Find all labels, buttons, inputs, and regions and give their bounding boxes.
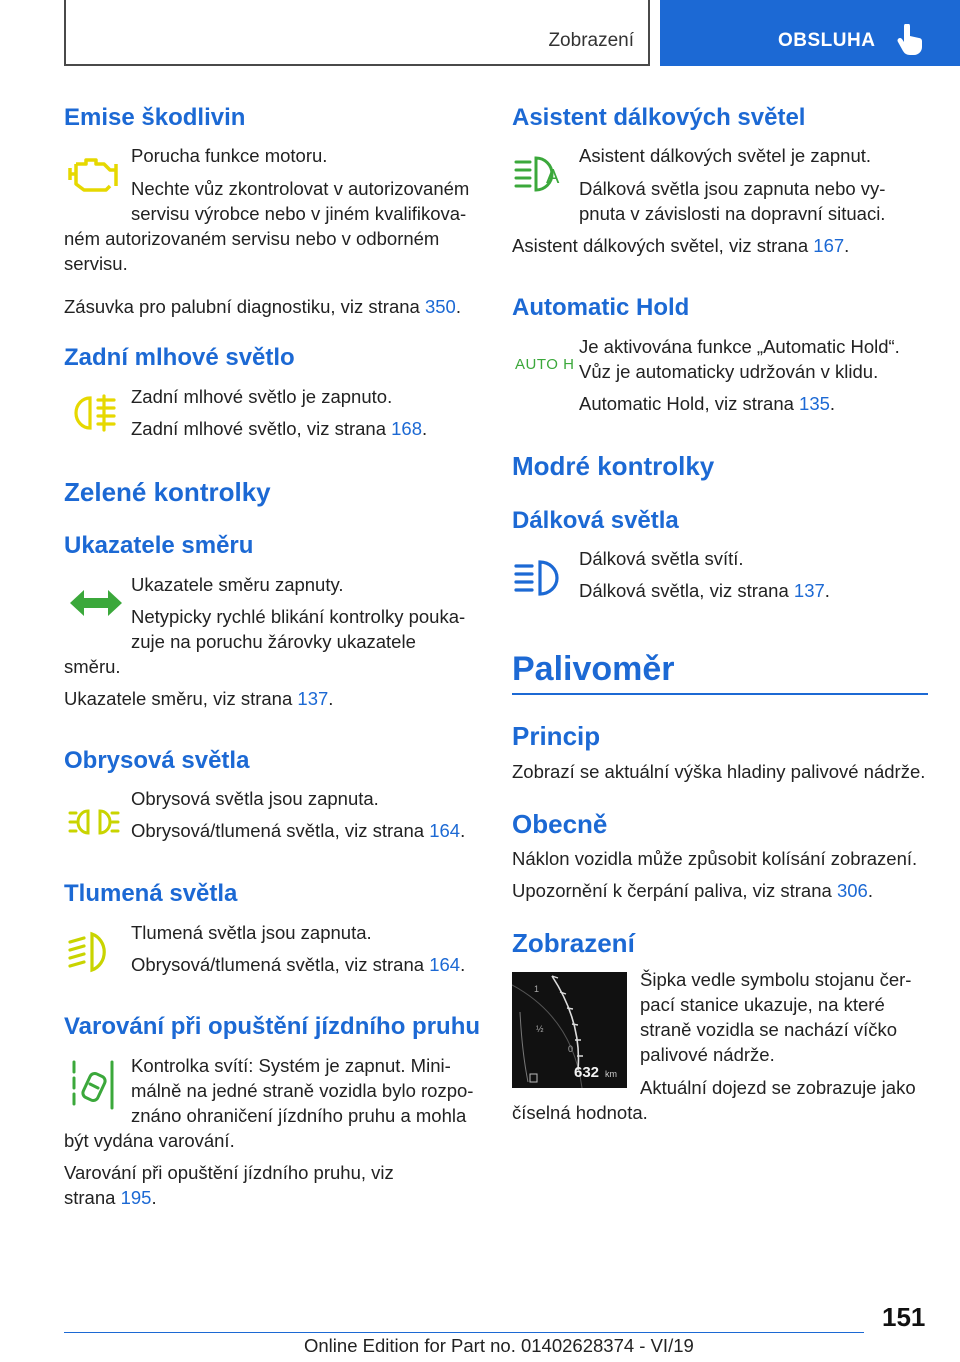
mlhove-line-1: Zadní mlhové světlo je zapnuto.	[131, 386, 393, 407]
princip-line-1: Zobrazí se aktuální výška hladiny palivové nádrže.	[512, 761, 926, 782]
high-beam-assistant-icon	[514, 154, 564, 194]
gauge-tick-full: 1	[534, 984, 540, 994]
smer-line-2: Netypicky rychlé blikání kontrolky pouka‐	[131, 606, 466, 627]
smer-line-4: směru.	[64, 656, 121, 677]
header-chapter-label: OBSLUHA	[778, 30, 876, 51]
hold-line-1: Je aktivována funkce „Automatic Hold“.	[579, 336, 900, 357]
tlumena-page-link[interactable]: 164	[429, 954, 461, 975]
asistent-reference: Asistent dálkových světel, viz strana 167.	[512, 235, 850, 256]
pointing-hand-icon	[896, 24, 924, 56]
fuel-gauge-image	[512, 972, 627, 1088]
smer-reference: Ukazatele směru, viz strana 137.	[64, 688, 334, 709]
pruh-reference: strana 195.	[64, 1187, 157, 1208]
obrysova-reference: Obrysová/tlumená světla, viz strana 164.	[131, 820, 466, 841]
chapter-title-palivomer: Palivoměr	[512, 650, 675, 688]
section-title-pruh: Varování při opuštění jízdního pruhu	[64, 1013, 481, 1040]
mlhove-page-link[interactable]: 168	[391, 418, 423, 439]
section-title-princip: Princip	[512, 721, 601, 751]
obrysova-line-1: Obrysová světla jsou zapnuta.	[131, 788, 379, 809]
low-beam-icon	[68, 930, 120, 974]
dalkova-line-1: Dálková světla svítí.	[579, 548, 744, 569]
hold-page-link[interactable]: 135	[799, 393, 830, 414]
emise-line-3: servisu výrobce nebo v jiném kvalifikova‐	[131, 203, 467, 224]
section-title-zobrazeni: Zobrazení	[512, 928, 635, 958]
zobrazeni-line-5: Aktuální dojezd se zobrazuje jako	[640, 1077, 916, 1098]
zobrazeni-line-1: Šipka vedle symbolu stojanu čer‐	[640, 969, 912, 990]
tlumena-line-1: Tlumená světla jsou zapnuta.	[131, 922, 372, 943]
engine-warning-icon	[68, 156, 124, 192]
asistent-line-1: Asistent dálkových světel je zapnut.	[579, 145, 872, 166]
smer-page-link[interactable]: 137	[297, 688, 329, 709]
emise-line-1: Porucha funkce motoru.	[131, 145, 328, 166]
zobrazeni-line-2: pací stanice ukazuje, na které	[640, 994, 885, 1015]
range-value: 632	[574, 1064, 600, 1081]
dalkova-page-link[interactable]: 137	[793, 580, 825, 601]
footer-rule	[64, 1332, 864, 1333]
rear-fog-light-icon	[68, 394, 120, 432]
lane-departure-icon	[70, 1060, 116, 1110]
pruh-reference-line-1: Varování při opuštění jízdního pruhu, viz	[64, 1162, 394, 1183]
zobrazeni-line-6: číselná hodnota.	[512, 1102, 648, 1123]
asistent-line-2: Dálková světla jsou zapnuta nebo vy‐	[579, 178, 886, 199]
parking-lights-icon	[68, 808, 120, 836]
svg-text:A: A	[546, 166, 560, 188]
section-title-hold: Automatic Hold	[512, 294, 690, 321]
section-title-tlumena: Tlumená světla	[64, 880, 238, 907]
pruh-page-link[interactable]: 195	[120, 1187, 152, 1208]
obecne-reference: Upozornění k čerpání paliva, viz strana 306.	[512, 880, 873, 901]
turn-signal-icon	[68, 588, 124, 618]
asistent-page-link[interactable]: 167	[813, 235, 845, 256]
dalkova-reference: Dálková světla, viz strana 137.	[579, 580, 830, 601]
header-chapter-tab[interactable]	[660, 0, 960, 66]
emise-line-2: Nechte vůz zkontrolovat v autorizovaném	[131, 178, 470, 199]
gauge-tick-empty: 0	[568, 1044, 574, 1054]
obecne-line-1: Náklon vozidla může způsobit kolísání zobrazení.	[512, 848, 918, 869]
pruh-line-3: znáno ohraničení jízdního pruhu a mohla	[131, 1105, 467, 1126]
section-title-emise: Emise škodlivin	[64, 104, 246, 131]
section-title-dalkova: Dálková světla	[512, 507, 679, 534]
gauge-tick-half: ½	[536, 1024, 544, 1034]
high-beam-icon	[514, 558, 564, 598]
section-title-smer: Ukazatele směru	[64, 532, 254, 559]
zobrazeni-line-4: palivové nádrže.	[640, 1044, 775, 1065]
asistent-line-3: pnuta v závislosti na dopravní situaci.	[579, 203, 886, 224]
hold-reference: Automatic Hold, viz strana 135.	[579, 393, 836, 414]
pruh-line-1: Kontrolka svítí: Systém je zapnut. Mini‐	[131, 1055, 451, 1076]
header-section-title: Zobrazení	[548, 30, 634, 51]
range-unit: km	[605, 1069, 617, 1079]
header-section-box	[64, 0, 650, 66]
chapter-title-rule	[512, 693, 928, 695]
section-title-obrysova: Obrysová světla	[64, 747, 250, 774]
mlhove-reference: Zadní mlhové světlo, viz strana 168.	[131, 418, 428, 439]
auto-hold-icon: AUTO H	[515, 356, 575, 373]
smer-line-1: Ukazatele směru zapnuty.	[131, 574, 344, 595]
pruh-line-2: málně na jedné straně vozidla bylo rozpo‐	[131, 1080, 474, 1101]
emise-line-5: servisu.	[64, 253, 128, 274]
emise-line-4: ném autorizovaném servisu nebo v odborném	[64, 228, 440, 249]
heading-modre-kontrolky: Modré kontrolky	[512, 451, 715, 481]
heading-zelene-kontrolky: Zelené kontrolky	[64, 477, 271, 507]
smer-line-3: zuje na poruchu žárovky ukazatele	[131, 631, 416, 652]
footer-edition: Online Edition for Part no. 01402628374 - VI/19	[304, 1335, 694, 1356]
hold-line-2: Vůz je automaticky udržován v klidu.	[579, 361, 879, 382]
obecne-page-link[interactable]: 306	[836, 880, 868, 901]
section-title-asistent: Asistent dálkových světel	[512, 104, 806, 131]
section-title-obecne: Obecně	[512, 809, 608, 839]
pruh-line-4: být vydána varování.	[64, 1130, 235, 1151]
page-number: 151	[882, 1302, 926, 1332]
section-title-mlhove: Zadní mlhové světlo	[64, 344, 295, 371]
tlumena-reference: Obrysová/tlumená světla, viz strana 164.	[131, 954, 466, 975]
emise-reference: Zásuvka pro palubní diagnostiku, viz strana 350.	[64, 296, 461, 317]
obrysova-page-link[interactable]: 164	[429, 820, 461, 841]
emise-page-link[interactable]: 350	[424, 296, 456, 317]
zobrazeni-line-3: straně vozidla se nachází víčko	[640, 1019, 898, 1040]
